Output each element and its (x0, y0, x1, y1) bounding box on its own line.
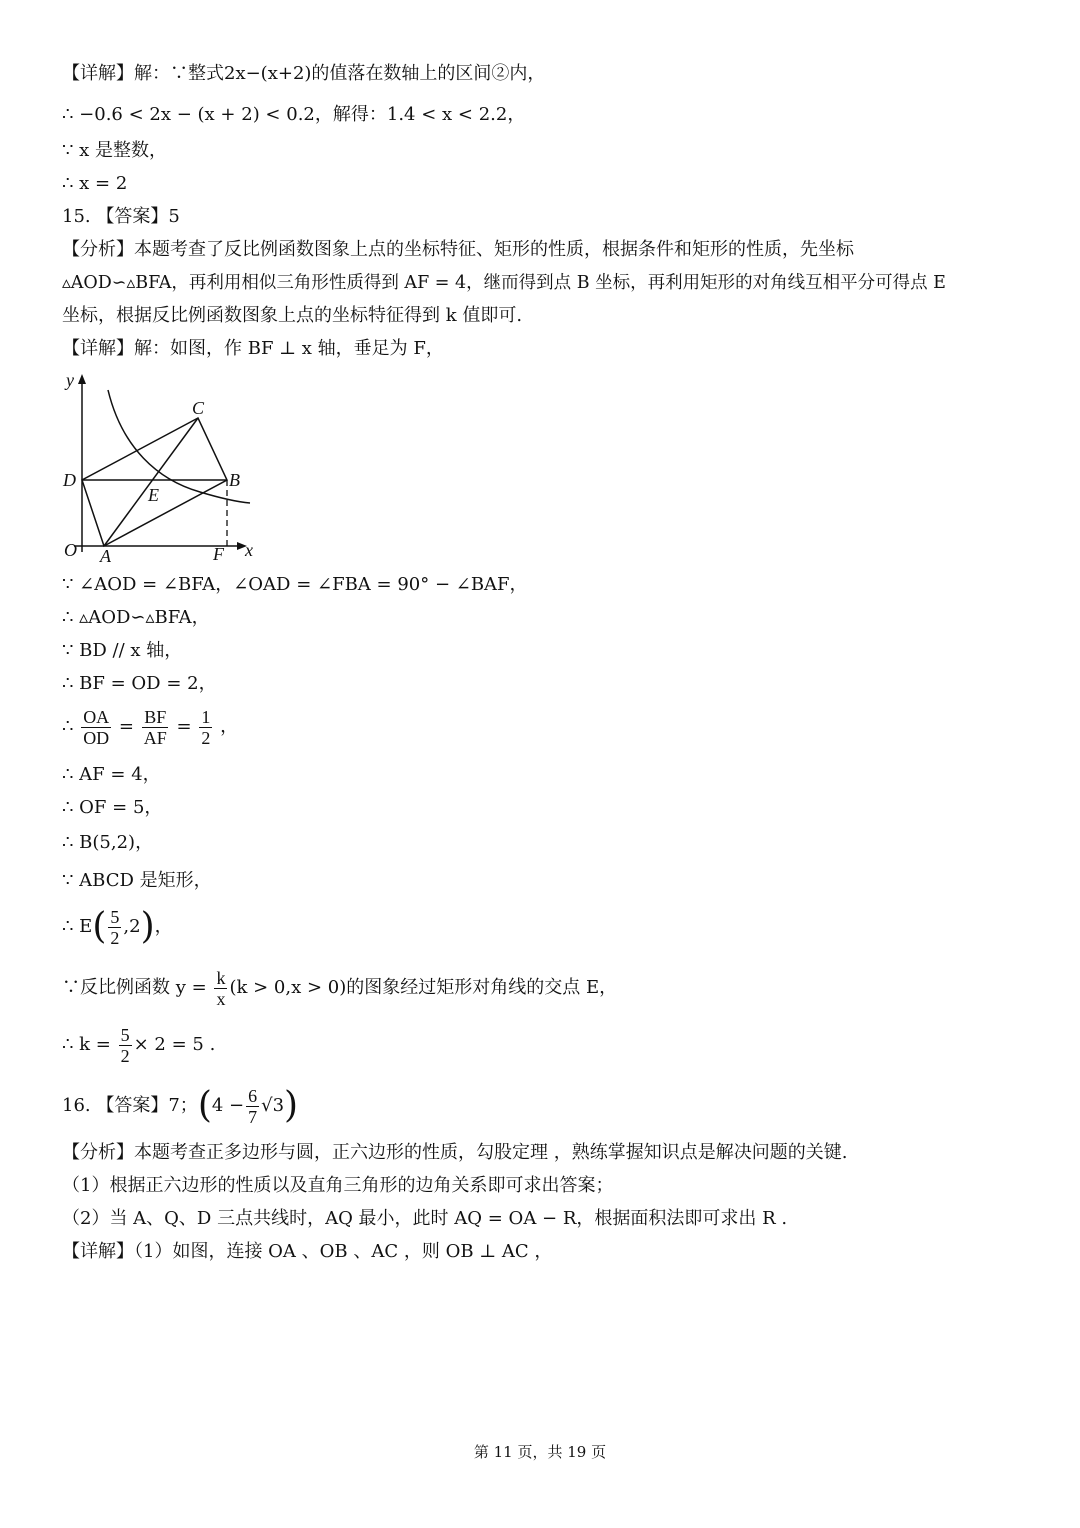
denominator: 2 (110, 927, 120, 948)
proof-line: ∵ BD // x 轴， (62, 640, 183, 661)
label-a: A (100, 546, 111, 566)
text-line: ∴ −0.6 < 2x − (x + 2) < 0.2，解得：1.4 < x < 2.2， (62, 104, 526, 125)
label-f: F (213, 544, 224, 564)
point-e-prefix: ∴ E (62, 916, 93, 937)
label-o: O (64, 540, 77, 560)
ratio-prefix: ∴ (62, 716, 74, 737)
function-suffix: (k > 0,x > 0)的图象经过矩形对角线的交点 E， (229, 977, 618, 998)
y-axis-arrow (78, 374, 86, 384)
fraction-oa-od (81, 707, 111, 748)
denominator: AF (143, 727, 167, 748)
denominator: 2 (201, 727, 211, 748)
analysis-line: （1）根据正六边形的性质以及直角三角形的边角关系即可求出答案； (62, 1175, 614, 1196)
numerator: 5 (120, 1024, 130, 1045)
k-result-line (62, 1022, 215, 1068)
fraction-bf-af (142, 707, 169, 748)
page-footer: 第 11 页，共 19 页 (473, 1443, 607, 1461)
k-suffix: × 2 = 5 . (133, 1034, 216, 1055)
proof-line: ∴ BF = OD = 2， (62, 673, 217, 694)
denominator: x (216, 988, 226, 1009)
text-line: 【详解】解：如图，作 BF ⊥ x 轴，垂足为 F， (62, 338, 444, 359)
proof-line: ∵ ABCD 是矩形， (62, 870, 212, 891)
line-end: ， (154, 916, 173, 937)
answer-16-term: 4 − (211, 1095, 245, 1116)
equals-sign: = (176, 716, 192, 737)
label-e: E (148, 485, 159, 505)
analysis-line: 【分析】本题考查正多边形与圆，正六边形的性质，勾股定理 ，熟练掌握知识点是解决问题的关键. (62, 1142, 848, 1163)
numerator: 6 (248, 1085, 258, 1106)
k-prefix: ∴ k = (62, 1034, 111, 1055)
denominator: 2 (120, 1045, 130, 1066)
right-paren: ) (284, 1085, 299, 1126)
denominator: 7 (248, 1106, 258, 1127)
numerator: 1 (201, 706, 211, 727)
numerator: BF (144, 706, 167, 727)
proof-line: ∴ AF = 4， (62, 764, 161, 785)
proof-line: ∴ ▵AOD∽▵BFA， (62, 607, 210, 628)
coordinate-y: ,2 (123, 916, 141, 937)
numerator: 5 (110, 906, 120, 927)
label-d: D (63, 470, 76, 490)
proof-line: ∴ OF = 5， (62, 797, 163, 818)
proof-line: ∴ B(5,2)， (62, 832, 154, 853)
right-paren: ) (140, 906, 155, 947)
answer-16-line (62, 1083, 298, 1129)
diagonal-ac (104, 418, 198, 546)
label-x: x (245, 540, 253, 560)
label-y: y (66, 370, 74, 390)
numerator: k (216, 967, 226, 988)
text-line: ∵ x 是整数， (62, 140, 168, 161)
function-line (62, 965, 617, 1011)
proof-line: ∵ ∠AOD = ∠BFA，∠OAD = ∠FBA = 90° − ∠BAF， (62, 574, 528, 595)
answer-heading: 15. 【答案】5 (62, 206, 180, 227)
fraction-half (199, 707, 212, 748)
denominator: OD (83, 727, 110, 748)
analysis-line: ▵AOD∽▵BFA，再利用相似三角形性质得到 AF = 4，继而得到点 B 坐标，再利用矩形的对角线互相平分可得点 E (62, 273, 946, 293)
sqrt-three: √3 (261, 1095, 285, 1116)
detail-line: 【详解】（1）如图，连接 OA 、OB 、AC ，则 OB ⊥ AC ， (62, 1241, 553, 1262)
analysis-line: 坐标，根据反比例函数图象上点的坐标特征得到 k 值即可. (62, 305, 523, 326)
analysis-line: 【分析】本题考查了反比例函数图象上点的坐标特征、矩形的性质，根据条件和矩形的性质，先坐标 (62, 239, 854, 260)
geometry-figure (60, 366, 270, 566)
point-e-line (62, 904, 173, 950)
label-c: C (192, 398, 205, 418)
text-line: ∴ x = 2 (62, 173, 128, 194)
fraction-five-halves (119, 1025, 132, 1066)
numerator: OA (83, 706, 110, 727)
fraction-k-over-x (214, 968, 227, 1009)
left-paren: ( (197, 1085, 212, 1126)
equals-sign: = (118, 716, 135, 737)
line-end: ， (220, 716, 239, 737)
text-line: 【详解】解：∵整式2x−(x+2)的值落在数轴上的区间②内， (62, 63, 546, 84)
ratio-line (62, 704, 238, 750)
left-paren: ( (92, 906, 107, 947)
rectangle-abcd (82, 418, 227, 546)
analysis-line: （2）当 A、Q、D 三点共线时，AQ 最小，此时 AQ = OA − R，根据面积法即可求出 R . (62, 1208, 788, 1229)
fraction-six-sevenths (246, 1086, 259, 1127)
fraction-five-halves (108, 907, 121, 948)
answer-16-prefix: 16. 【答案】7； (62, 1095, 198, 1116)
label-b: B (229, 470, 240, 490)
function-prefix: ∵反比例函数 y = (62, 977, 207, 998)
